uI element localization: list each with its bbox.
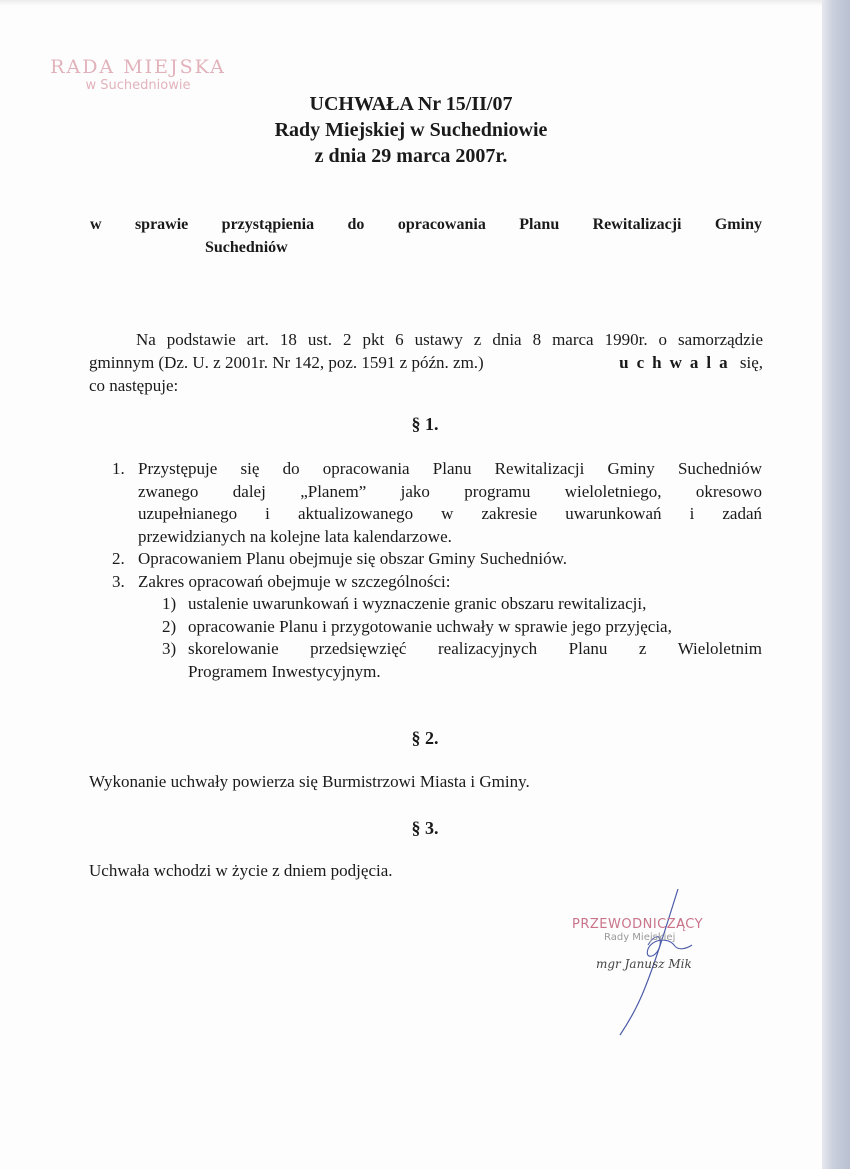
resolution-date: z dnia 29 marca 2007r. [314,145,508,167]
list-item-number: 1. [112,459,125,478]
resolution-subject [90,213,762,259]
legal-basis-resolves [619,351,763,374]
section-1-list [112,458,762,683]
subject-word: do [347,216,365,233]
signature-subtitle: Rady Miejskiej [604,932,676,943]
list-item-text: Opracowaniem Planu obejmuje się obszar Gminy Suchedniów. [138,549,567,568]
sub-list-text [188,638,762,683]
resolution-council: Rady Miejskiej w Suchedniowie [274,119,548,141]
sub-list-item [162,638,762,683]
sub-list-number: 3) [162,639,177,658]
subject-line-2: Suchedniów [205,239,288,256]
sub-list [112,593,762,683]
subject-word: Rewitalizacji [592,216,682,233]
legal-basis-line-3: co następuje: [89,376,179,395]
subject-line-1 [90,213,762,236]
execution-clause: Wykonanie uchwały powierza się Burmistrzowi Miasta i Gminy. [89,772,530,791]
subject-word: Gminy [714,216,762,233]
list-item [112,571,762,594]
subject-word: przystąpienia [221,216,315,233]
council-stamp [38,56,238,93]
resolution-title: UCHWAŁA Nr 15/II/07 [309,93,513,115]
signatory-name: mgr Janusz Mik [596,957,692,971]
list-item [112,548,762,571]
list-item-text: Zakres opracowań obejmuje w szczególności: [138,571,451,591]
list-item-line: zwanego dalej „Planem” jako programu wieloletniego, okresowo [138,481,762,501]
list-item [112,458,762,548]
chairman-signature-block [556,917,726,1017]
list-item-line: przewidzianych na kolejne lata kalendarzowe. [138,526,452,546]
list-item-number: 3. [112,571,125,591]
resolves-suffix: się, [739,353,763,372]
list-item-number: 2. [112,549,125,568]
subject-word: Planu [519,216,560,233]
legal-basis-line-1: Na podstawie art. 18 ust. 2 pkt 6 ustawy z dnia 8 marca 1990r. o samorządzie [136,330,763,349]
list-item-line: Przystępuje się do opracowania Planu Rewitalizacji Gminy Suchedniów [138,459,762,478]
sub-list-line: Programem Inwestycyjnym. [188,661,381,681]
sub-list-item [162,616,762,639]
sub-list-text: ustalenie uwarunkowań i wyznaczenie granic obszaru rewitalizacji, [188,594,647,613]
list-item-text [138,458,762,548]
subject-word: sprawie [134,216,189,233]
sub-list-text: opracowanie Planu i przygotowanie uchwały w sprawie jego przyjęcia, [188,616,672,636]
signature-title: PRZEWODNICZĄCY [572,917,704,932]
section-3-heading: § 3. [411,818,439,838]
list-item-line: uzupełnianego i aktualizowanego w zakresie uwarunkowań i zadań [138,504,762,523]
legal-basis-paragraph [89,328,763,397]
subject-word: w [90,216,102,233]
section-1-heading: § 1. [411,414,439,434]
sub-list-line: skorelowanie przedsięwzięć realizacyjnych Planu z Wieloletnim [188,639,762,658]
sub-list-item [162,593,762,616]
legal-basis-citation: gminnym (Dz. U. z 2001r. Nr 142, poz. 1591 z późn. zm.) [89,353,484,372]
scan-right-edge [822,0,850,1169]
entry-into-force-clause: Uchwała wchodzi w życie z dniem podjęcia. [89,861,393,880]
stamp-line-1: RADA MIEJSKA [50,56,226,78]
section-2-heading: § 2. [411,728,439,748]
stamp-line-2: w Suchedniowie [85,78,191,93]
scan-top-shadow [0,0,822,6]
sub-list-number: 2) [162,616,177,636]
legal-basis-line-2 [89,351,763,374]
sub-list-number: 1) [162,594,177,613]
resolves-word: uchwala [619,353,736,372]
subject-word: opracowania [397,216,486,233]
